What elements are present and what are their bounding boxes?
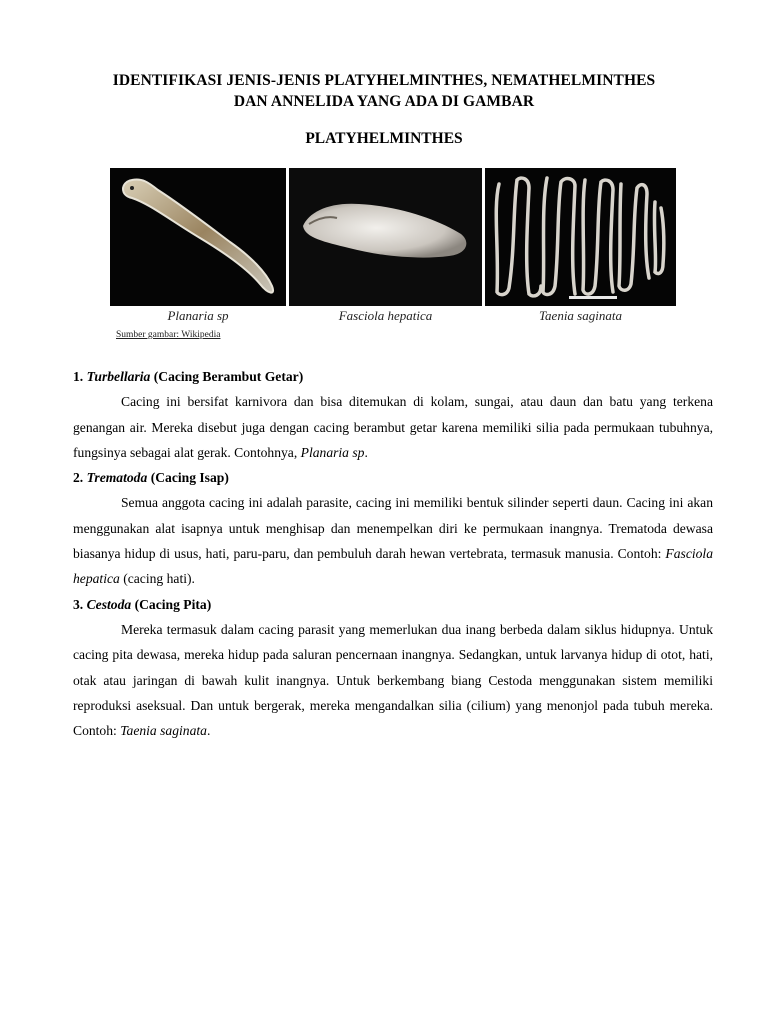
paragraph-end: .: [206, 723, 211, 739]
title-line-2: DAN ANNELIDA YANG ADA DI GAMBAR: [233, 93, 535, 110]
title-line-1: IDENTIFIKASI JENIS-JENIS PLATYHELMINTHES, NEMATHELMINTHES: [112, 72, 656, 89]
item-paragraph-turbellaria: [73, 389, 713, 465]
paragraph-text: Mereka termasuk dalam cacing parasit yang memerlukan dua inang berbeda dalam siklus hidupnya. Untuk cacing pita dewasa, mereka hidup pada saluran pencernaan inangnya. Sedangkan, untuk larvanya hidup di otot, hati, otak atau jaringan di bawah kulit inangnya. Untuk berkembang biang Cestoda menggunakan sistem memiliki reproduksi aseksual. Dan untuk bergerak, mereka mengandalkan silia (cilium) yang menonjol pada tubuh mereka. Contoh:: [73, 621, 713, 739]
item-common-name: (Cacing Pita): [134, 596, 212, 612]
item-number: 2.: [73, 470, 84, 486]
item-name: Turbellaria: [86, 369, 151, 384]
caption-fasciola: Fasciola hepatica: [338, 308, 433, 323]
item-heading-trematoda: [73, 465, 713, 490]
specimen-figure: [110, 168, 676, 323]
item-number: 3.: [73, 596, 84, 612]
item-number: 1.: [73, 369, 84, 384]
item-heading-cestoda: [73, 592, 713, 617]
example-species: Fasciola hepatica: [73, 546, 713, 587]
document-title: [60, 70, 708, 112]
caption-taenia: Taenia saginata: [539, 308, 622, 323]
paragraph-end: (cacing hati).: [119, 571, 195, 587]
paragraph-text: Semua anggota cacing ini adalah parasite, cacing ini memiliki bentuk silinder seperti daun. Cacing ini akan menggunakan alat isapnya untuk menghisap dan menempelkan diri ke permukaan inangnya. Trematoda dewasa biasanya hidup di usus, hati, paru-paru, dan pembuluh darah hewan vertebrata, termasuk manusia. Contoh:: [73, 495, 713, 562]
planaria-image: [110, 168, 286, 306]
taenia-image: [485, 168, 676, 306]
document-body: [73, 364, 713, 743]
section-title: PLATYHELMINTHES: [305, 130, 463, 147]
fasciola-image: [289, 168, 482, 306]
item-name: Cestoda: [86, 596, 132, 612]
item-common-name: (Cacing Berambut Getar): [153, 369, 304, 384]
item-heading-turbellaria: [73, 364, 713, 389]
item-name: Trematoda: [86, 470, 148, 486]
image-source: Sumber gambar: Wikipedia: [116, 330, 221, 340]
example-species: Planaria sp: [300, 444, 365, 460]
item-common-name: (Cacing Isap): [150, 470, 229, 486]
caption-planaria: Planaria sp: [167, 308, 229, 323]
item-paragraph-cestoda: [73, 617, 713, 743]
example-species: Taenia saginata: [120, 723, 207, 739]
paragraph-end: .: [364, 444, 368, 460]
paragraph-text: Cacing ini bersifat karnivora dan bisa ditemukan di kolam, sungai, atau daun dan batu yang terkena genangan air. Mereka disebut juga dengan cacing berambut getar karena memiliki silia pada permukaan tubuhnya, fungsinya sebagai alat gerak. Contohnya,: [73, 394, 713, 460]
item-paragraph-trematoda: [73, 490, 713, 591]
